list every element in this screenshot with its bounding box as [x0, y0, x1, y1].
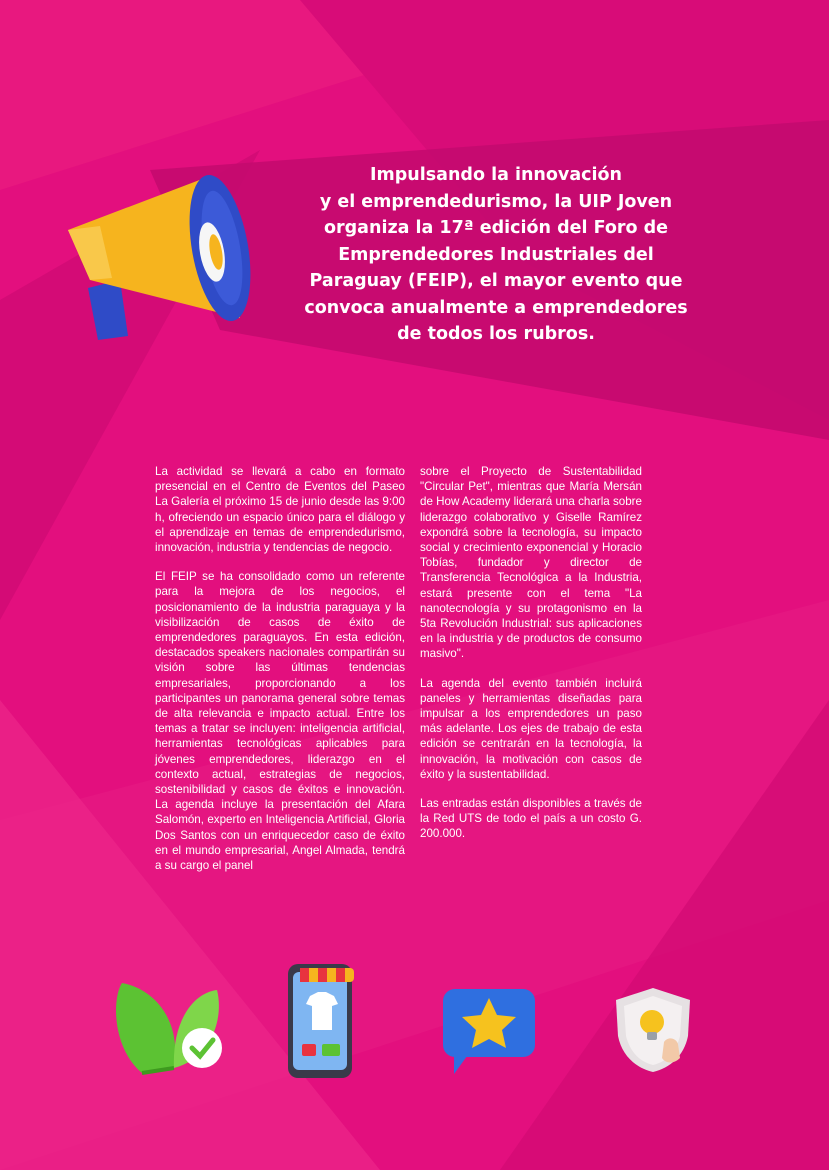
headline-line: Paraguay (FEIP), el mayor evento que — [309, 271, 683, 291]
body-paragraph: Las entradas están disponibles a través de la Red UTS de todo el país a un costo G. 200.000. — [420, 797, 642, 841]
leaf-check-icon — [112, 978, 232, 1083]
shopping-phone-icon — [286, 962, 358, 1080]
body-paragraph: El FEIP se ha consolidado como un referente para la mejora de los negocios, el posicionamiento de la industria paraguaya y la visibilización de casos de éxito de emprendedores paraguayos. En esta edición, destacados speakers nacionales compartirán su visión sobre las últimas tendencias empresariales, proporcionando a los participantes un panorama general sobre temas de alta relevancia e impacto actual. Entre los temas a tratar se incluyen: inteligencia artificial, herramientas tecnológicas aplicables para jóvenes emprendedores, liderazgo en el contexto actual, estrategias de negocios, sostenibilidad y casos de éxitos e innovación. La agenda incluye la presentación del Afara Salomón, experto en Inteligencia Artificial, Gloria Dos Santos con un enriquecedor caso de éxito en el mundo empresarial, Angel Almada, tendrá a su cargo el panel — [155, 570, 405, 873]
body-column-left — [155, 464, 405, 887]
headline-line: organiza la 17ª edición del Foro de — [324, 218, 668, 238]
body-column-right — [420, 464, 642, 856]
headline-line: y el emprendedurismo, la UIP Joven — [319, 191, 673, 212]
lightbulb-shield-icon — [612, 986, 694, 1074]
headline-line: Emprendedores Industriales del — [338, 244, 654, 265]
body-paragraph: sobre el Proyecto de Sustentabilidad "Circular Pet", mientras que María Mersán de How Academy liderará una charla sobre liderazgo colaborativo y Giselle Ramírez expondrá sobre la tecnología, su impacto social y crecimiento exponencial y Horacio Tobías, fundador y director de Transferencia Tecnológica a la Industria, estará presente con el tema "La nanotecnología y su protagonismo en la 5ta Revolución Industrial: sus aplicaciones en la industria y de productos de consumo masivo". — [420, 465, 642, 661]
headline-line: Impulsando la innovación — [370, 165, 622, 185]
headline — [296, 162, 696, 348]
body-paragraph: La actividad se llevará a cabo en formato presencial en el Centro de Eventos del Paseo La Galería el próximo 15 de junio desde las 9:00 h, ofreciendo un espacio único para el diálogo y el aprendizaje en temas de emprendedurismo, innovación, industria y tendencias de negocio. — [155, 465, 405, 555]
headline-line: de todos los rubros. — [397, 324, 595, 344]
body-paragraph: La agenda del evento también incluirá paneles y herramientas diseñadas para impulsar a los emprendedores un paso más adelante. Los ejes de trabajo de esta edición se centrarán en la tecnología, la innovación, la motivación con casos de éxito y la sustentabilidad. — [420, 676, 642, 781]
headline-line: convoca anualmente a emprendedores — [304, 297, 688, 318]
megaphone-icon — [60, 168, 260, 348]
star-chat-icon — [440, 986, 538, 1078]
